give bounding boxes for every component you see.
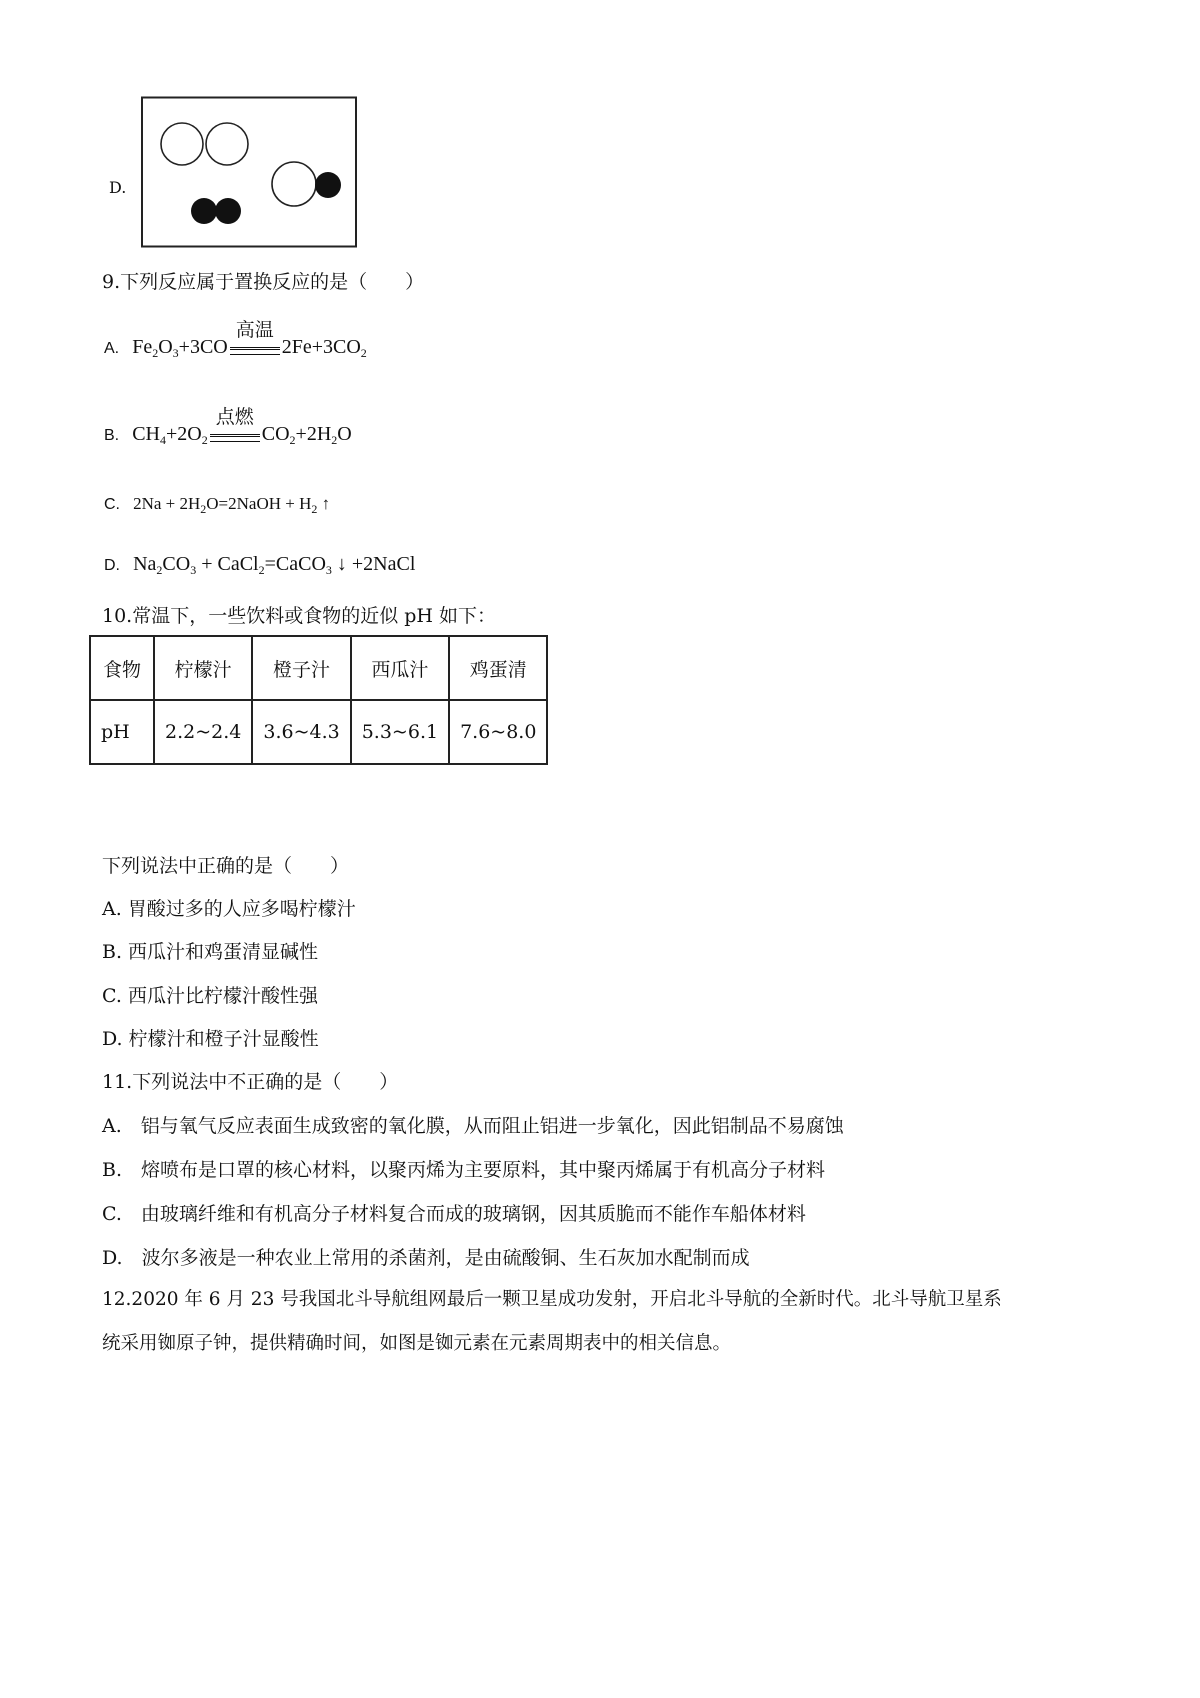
q11-option-b: B. 熔喷布是口罩的核心材料，以聚丙烯为主要原料，其中聚丙烯属于有机高分子材料 (102, 1159, 826, 1181)
table-header-cell: 柠檬汁 (154, 636, 252, 700)
table-cell: 3.6~4.3 (252, 700, 350, 764)
q8-option-d-label: D. (109, 178, 127, 197)
table-header-cell: 橙子汁 (252, 636, 350, 700)
q9-option-a-condition: 高温 (230, 339, 280, 359)
q11-stem: 11.下列说法中不正确的是（ ） (102, 1071, 399, 1093)
white-atom (161, 123, 203, 165)
table-row (90, 636, 547, 700)
black-atom (315, 172, 341, 198)
q12-line-1: 12.2020 年 6 月 23 号我国北斗导航组网最后一颗卫星成功发射，开启北斗导航的全新时代。北斗导航卫星系 (102, 1289, 1002, 1310)
q11-option-c: C. 由玻璃纤维和有机高分子材料复合而成的玻璃钢，因其质脆而不能作车船体材料 (102, 1203, 806, 1225)
q10-option-a: A. 胃酸过多的人应多喝柠檬汁 (102, 898, 356, 920)
q9-option-b: B. $CH_4+2O_2$ 点燃 $CO_2+2H_2O$ (104, 405, 352, 447)
white-atom (206, 123, 248, 165)
q9-option-a: A. $Fe_2O_3+3CO$ 高温 $2Fe+3CO_2$ (104, 318, 367, 360)
q10-option-c: C. 西瓜汁比柠檬汁酸性强 (102, 985, 318, 1007)
black-atom (191, 198, 217, 224)
q9-stem: 9.下列反应属于置换反应的是（ ） (102, 271, 425, 293)
q12-line-2: 统采用铷原子钟，提供精确时间，如图是铷元素在元素周期表中的相关信息。 (102, 1333, 732, 1354)
table-row (90, 700, 547, 764)
q11-option-d: D. 波尔多液是一种农业上常用的杀菌剂，是由硫酸铜、生石灰加水配制而成 (102, 1247, 750, 1269)
table-cell: 5.3~6.1 (351, 700, 449, 764)
diagram-frame (142, 98, 356, 247)
white-atom (272, 162, 316, 206)
q10-option-b: B. 西瓜汁和鸡蛋清显碱性 (102, 941, 319, 963)
table-header-cell: 鸡蛋清 (449, 636, 547, 700)
q10-option-d: D. 柠檬汁和橙子汁显酸性 (102, 1028, 319, 1050)
q9-option-c: C. $2Na + 2H_2O=2NaOH + H_2$ ↑ (104, 494, 331, 516)
q9-option-d: D. $Na_2CO_3$ + CaCl$_2$=CaCO$_3$ ↓ +2NaCl (104, 553, 416, 577)
table-header-cell: 西瓜汁 (351, 636, 449, 700)
q11-option-a: A. 铝与氧气反应表面生成致密的氧化膜，从而阻止铝进一步氧化，因此铝制品不易腐蚀 (102, 1115, 844, 1137)
q9-option-b-label: B. (104, 427, 120, 444)
q10-question: 下列说法中正确的是（ ） (102, 855, 350, 877)
black-atom (215, 198, 241, 224)
ph-table (89, 635, 548, 765)
table-cell: 2.2~2.4 (154, 700, 252, 764)
q9-option-c-label: C. (104, 496, 120, 513)
q9-option-b-condition: 点燃 (210, 426, 260, 446)
q10-stem: 10.常温下，一些饮料或食物的近似 pH 如下： (102, 605, 497, 627)
q9-option-d-label: D. (104, 557, 120, 574)
molecule-diagram (140, 96, 358, 248)
q9-option-a-label: A. (104, 340, 120, 357)
table-cell: 7.6~8.0 (449, 700, 547, 764)
table-cell: pH (90, 700, 154, 764)
table-header-cell: 食物 (90, 636, 154, 700)
